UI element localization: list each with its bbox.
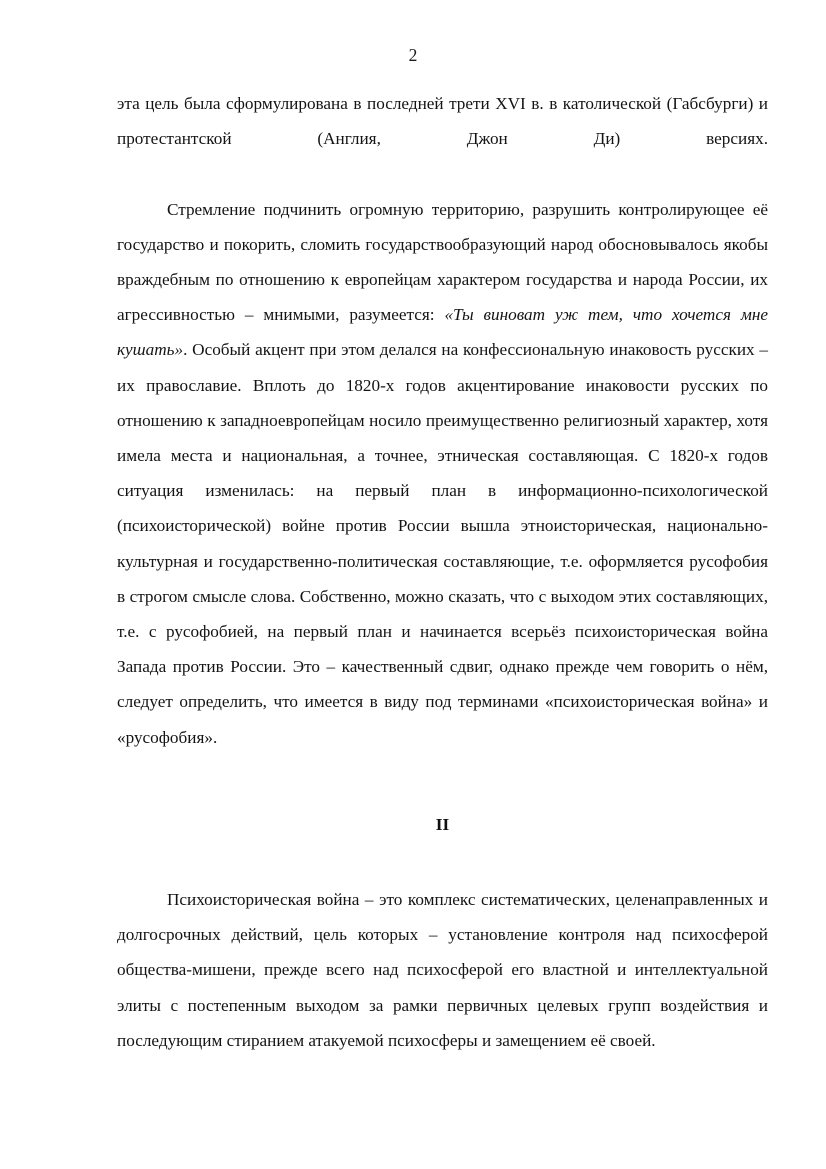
paragraph-continuation bbox=[117, 86, 768, 192]
section-gap-above bbox=[117, 755, 768, 807]
page-text-block bbox=[117, 86, 768, 1058]
section-heading-roman-two: II bbox=[435, 814, 450, 834]
paragraph-continuation-text: эта цель была сформулирована в последней трети XVI в. в католической (Габсбурги) и протестантской (Англия, Джон Ди) версиях. bbox=[117, 94, 768, 149]
paragraph-definition-psychohistorical-war bbox=[117, 882, 768, 1058]
italic-quotation: «Ты виноват уж тем, что хочется мне кушать» bbox=[117, 305, 768, 360]
page-number: 2 bbox=[408, 45, 418, 65]
paragraph-psychohistorical-war-background bbox=[117, 192, 768, 755]
paragraph-2-lead-text: Стремление подчинить огромную территорию, разрушить контролирующее её государство и покорить, сломить государствообразующий народ обосновывалось якобы враждебным по отношению к европейцам характером государства и народа России, их агрессивностью – мнимыми, разумеется: bbox=[117, 199, 768, 325]
paragraph-2-trailing-text: . Особый акцент при этом делался на конфессиональную инаковость русских – их православие. Вплоть до 1820-х годов акцентирование инаковости русских по отношению к западноевропейцам носило преимущественно религиозный характер, хотя имела места и национальная, а точнее, этническая составляющая. С 1820-х годов ситуация изменилась: на первый план в информационно-психологической (психоисторической) войне против России вышла этноисторическая, национально-культурная и государственно-политическая составляющие, т.е. оформляется русофобия в строгом смысле слова. Собственно, можно сказать, что с выходом этих составляющих, т.е. с русофобией, на первый план и начинается всерьёз психоисторическая война Запада против России. Это – качественный сдвиг, однако прежде чем говорить о нём, следует определить, что имеется в виду под терминами «психоисторическая война» и «русофобия». bbox=[117, 340, 768, 747]
section-gap-below bbox=[117, 842, 768, 882]
paragraph-3-text: Психоисторическая война – это комплекс систематических, целенаправленных и долгосрочных действий, цель которых – установление контроля над психосферой общества-мишени, прежде всего над психосферой его властной и интеллектуальной элиты с постепенным выходом за рамки первичных целевых групп воздействия и последующим стиранием атакуемой психосферы и замещением её своей. bbox=[117, 890, 768, 1050]
